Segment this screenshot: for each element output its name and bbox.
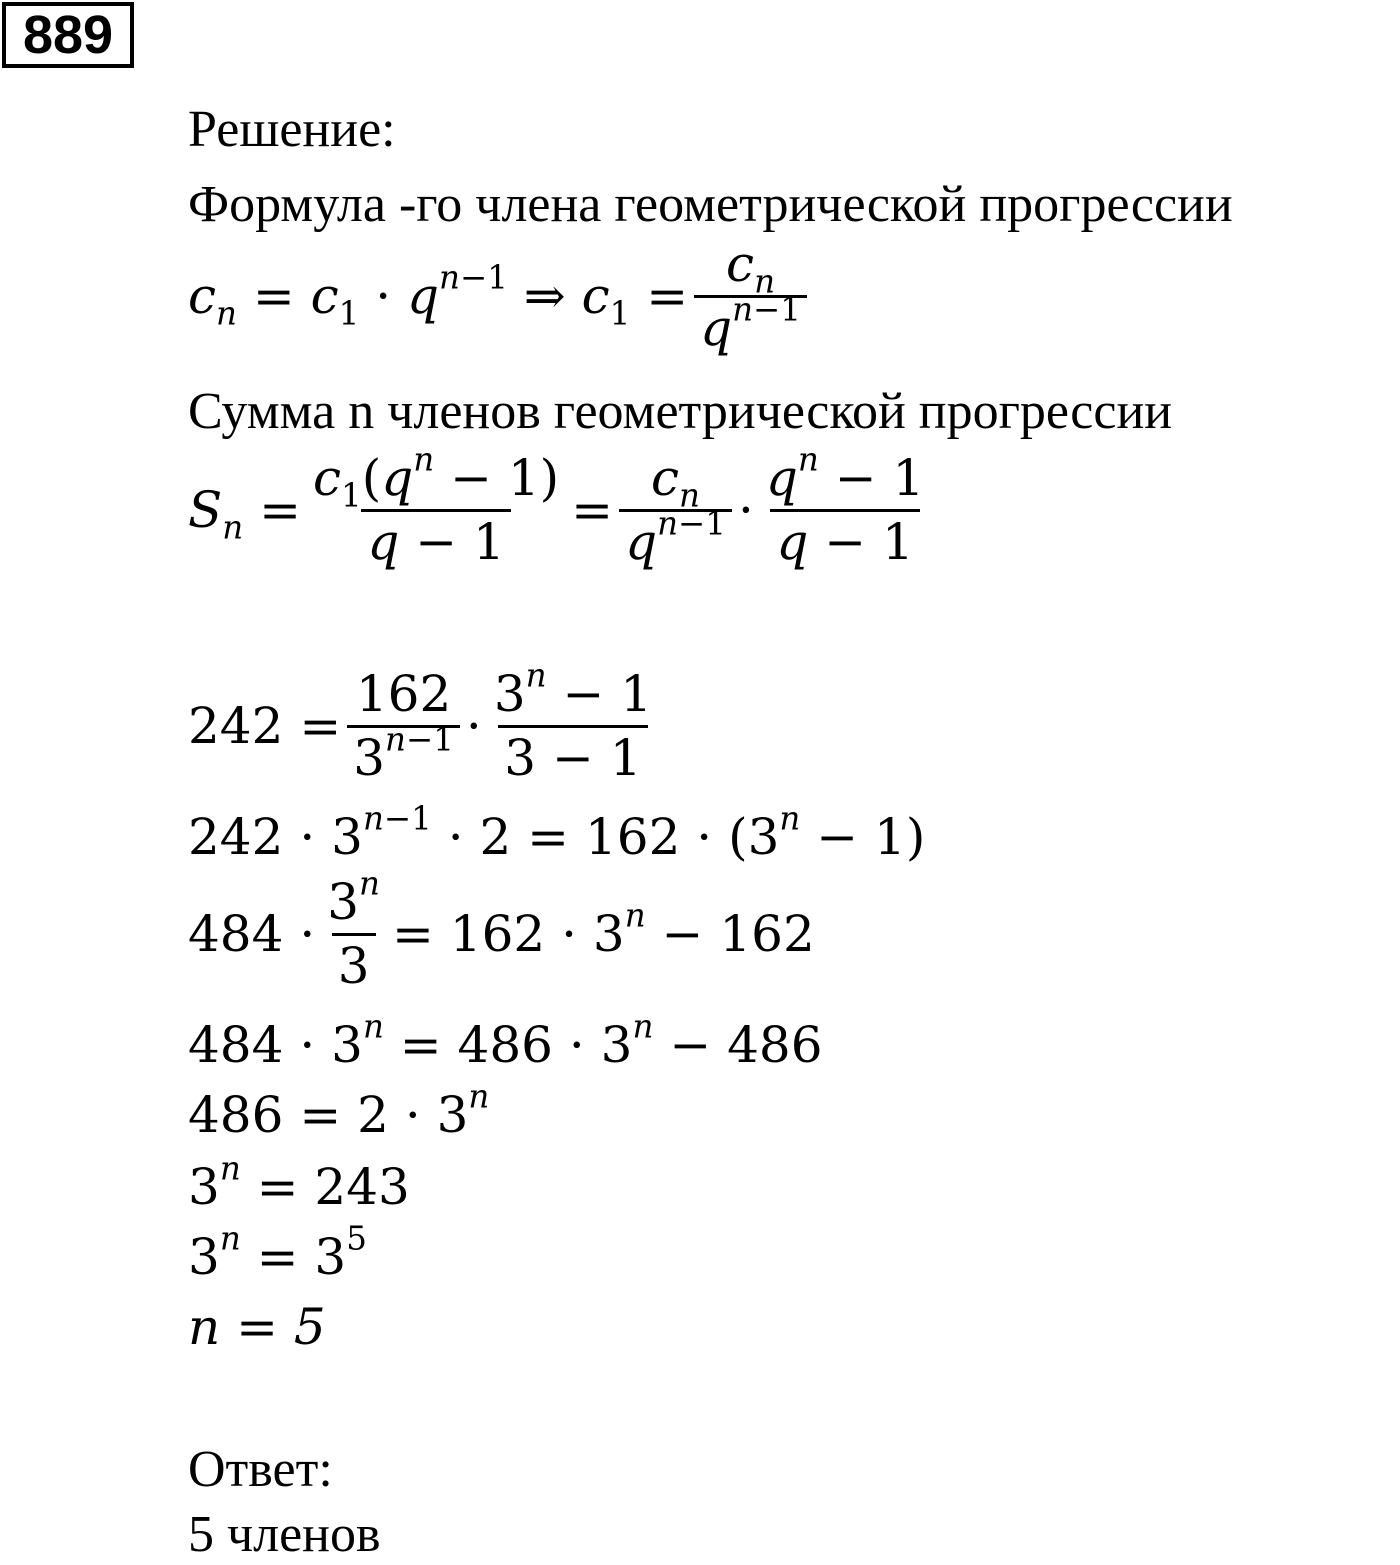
- step-6: $3^n = 243$: [188, 1149, 410, 1216]
- answer-value: 5 членов: [188, 1506, 381, 1563]
- solution-heading: Решение:: [188, 101, 396, 158]
- step-1: 242 = $\frac{162}{3^{n-1}}$ · $\frac{3^n - 1}{3 - 1}$: [188, 656, 653, 787]
- step-8-text: n = 5: [188, 1298, 326, 1356]
- step-7: $3^n = 3^5$: [188, 1219, 367, 1286]
- step-2-lead: 242 · 3: [188, 808, 363, 866]
- step-3: 484 · $\frac{3^n}{3}$ = $162 \cdot 3^n - 162$: [188, 864, 815, 995]
- formula-nth-term: $c_n = c_1 \cdot q^{n-1}$ ⇒ $c_1$ = $\frac{c_n}{q^{n-1}}$: [188, 238, 813, 354]
- formula-nth-term-label: Формула -го члена геометрической прогрессии: [188, 176, 1233, 233]
- sum-formula: $S_n$ = $\frac{c_1(q^n - 1)}{q - 1}$ = $\frac{c_n}{q^{n-1}}$ · $\frac{q^n - 1}{q - 1}$: [188, 440, 925, 571]
- step-8: [188, 1298, 326, 1356]
- sum-formula-label: Сумма n членов геометрической прогрессии: [188, 383, 1173, 440]
- task-number-box: 889: [2, 2, 134, 68]
- step-4: $484 \cdot 3^n = 486 \cdot 3^n - 486$: [188, 1007, 823, 1074]
- step-2: $242 \cdot 3^{n-1} \cdot 2 = 162 \cdot (3^n - 1)$: [188, 799, 926, 866]
- step-5: $486 = 2 \cdot 3^n$: [188, 1077, 490, 1144]
- answer-heading: Ответ:: [188, 1441, 333, 1498]
- step-1-lhs: 242 =: [188, 697, 342, 755]
- step-6-base: 3: [188, 1158, 220, 1216]
